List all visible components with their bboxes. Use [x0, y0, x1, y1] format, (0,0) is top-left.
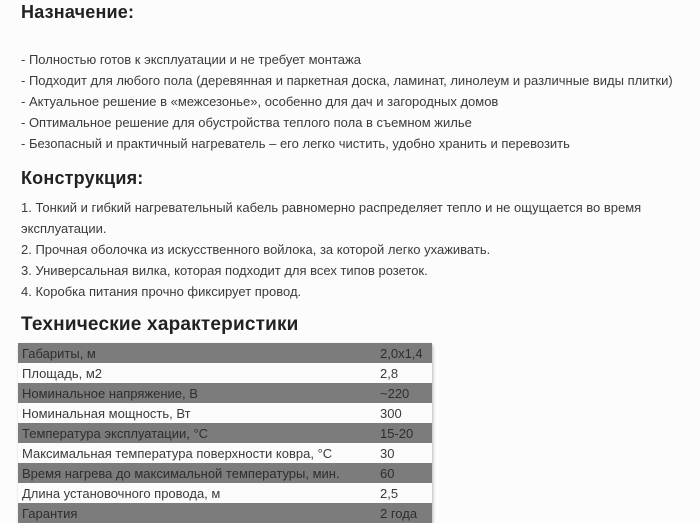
spec-value: 2,0x1,4 — [380, 345, 423, 361]
spec-label: Номинальная мощность, Вт — [22, 405, 191, 421]
construction-list — [21, 197, 686, 302]
spec-label: Температура эксплуатации, °С — [22, 425, 209, 441]
spec-value: 2 года — [380, 505, 418, 521]
spec-value: 30 — [380, 445, 395, 461]
purpose-item: - Полностью готов к эксплуатации и не требует монтажа — [21, 52, 361, 67]
spec-label: Площадь, м2 — [22, 365, 102, 381]
purpose-item: - Актуальное решение в «межсезонье», особенно для дач и загородных домов — [21, 94, 499, 109]
spec-row — [18, 423, 432, 443]
construction-item: 4. Коробка питания прочно фиксирует провод. — [21, 284, 302, 299]
purpose-heading: Назначение: — [21, 2, 135, 22]
purpose-item: - Безопасный и практичный нагреватель – его легко чистить, удобно хранить и перевозить — [21, 136, 570, 151]
spec-value: 300 — [380, 405, 402, 421]
spec-row — [18, 503, 432, 523]
spec-label: Максимальная температура поверхности ковра, °С — [22, 445, 333, 461]
spec-row — [18, 443, 432, 463]
specs-heading: Технические характеристики — [21, 314, 299, 335]
construction-item: 1. Тонкий и гибкий нагревательный кабель равномерно распределяет тепло и не ощущается во время эксплуатации. — [21, 200, 642, 236]
spec-row — [18, 463, 432, 483]
section-purpose — [18, 2, 700, 154]
spec-row — [18, 363, 432, 383]
specs-table — [18, 343, 432, 523]
spec-value: 60 — [380, 465, 395, 481]
spec-label: Гарантия — [22, 505, 78, 521]
purpose-item: - Подходит для любого пола (деревянная и паркетная доска, ламинат, линолеум и различные виды плитки) — [21, 73, 673, 88]
spec-row — [18, 383, 432, 403]
purpose-list — [21, 49, 686, 154]
section-specs — [18, 314, 700, 523]
spec-label: Номинальное напряжение, В — [22, 385, 198, 401]
purpose-item: - Оптимальное решение для обустройства теплого пола в съемном жилье — [21, 115, 472, 130]
spec-value: 2,8 — [380, 365, 399, 381]
construction-heading: Конструкция: — [21, 168, 144, 188]
spec-label: Время нагрева до максимальной температуры, мин. — [22, 465, 340, 481]
spec-row — [18, 483, 432, 503]
spec-value: 2,5 — [380, 485, 399, 501]
spec-row — [18, 343, 432, 363]
construction-item: 3. Универсальная вилка, которая подходит для всех типов розеток. — [21, 263, 428, 278]
construction-item: 2. Прочная оболочка из искусственного войлока, за которой легко ухаживать. — [21, 242, 491, 257]
spec-value: 15-20 — [380, 425, 414, 441]
section-construction — [18, 168, 700, 302]
spec-label: Длина установочного провода, м — [22, 485, 221, 501]
spec-label: Габариты, м — [22, 345, 96, 361]
spec-row — [18, 403, 432, 423]
spec-value: ~220 — [380, 385, 410, 401]
